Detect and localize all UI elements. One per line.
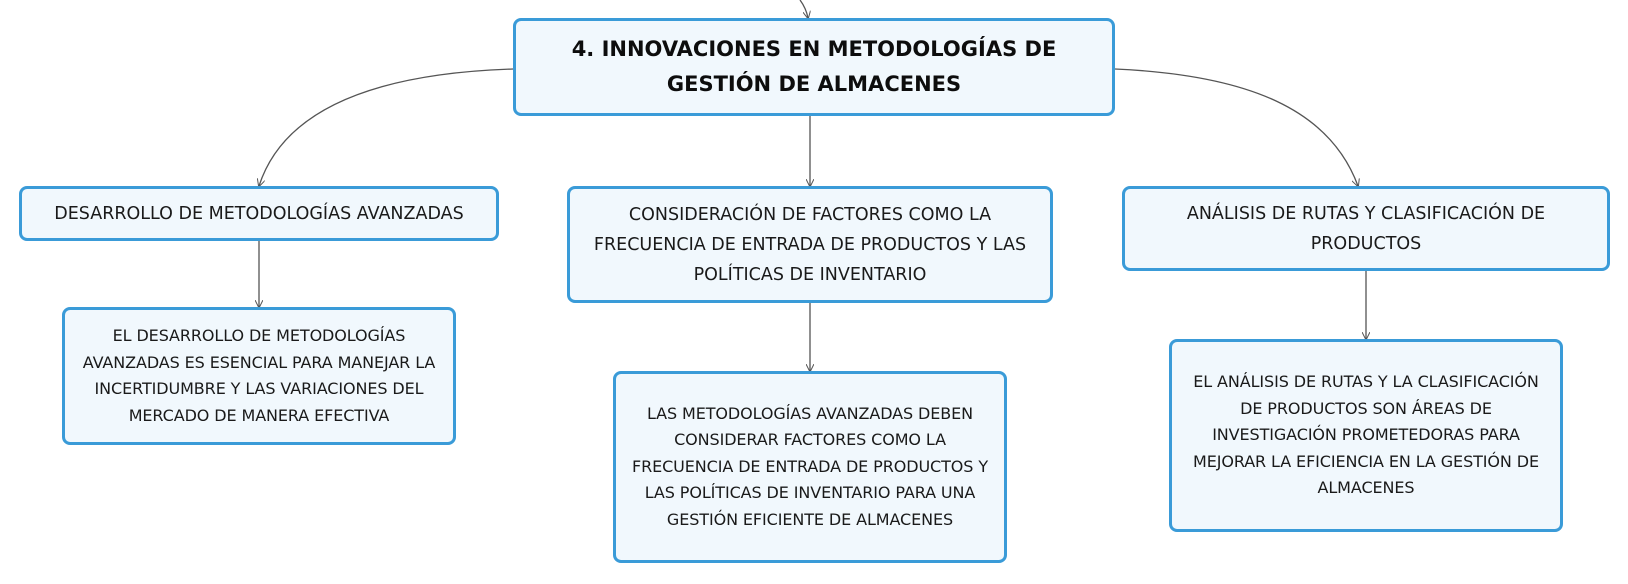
subtopic-label: CONSIDERACIÓN DE FACTORES COMO LA FRECUENCIA DE ENTRADA DE PRODUCTOS Y LAS POLÍTICAS DE INVENTARIO xyxy=(593,204,1027,285)
main-topic-node[interactable] xyxy=(513,18,1115,116)
subtopic-node-advanced-methodologies[interactable] xyxy=(19,186,499,241)
detail-label: EL DESARROLLO DE METODOLOGÍAS AVANZADAS ES ESENCIAL PARA MANEJAR LA INCERTIDUMBRE Y LAS VARIACIONES DEL MERCADO DE MANERA EFECTIVA xyxy=(82,326,436,425)
subtopic-label: ANÁLISIS DE RUTAS Y CLASIFICACIÓN DE PRODUCTOS xyxy=(1186,203,1546,254)
subtopic-node-factors[interactable] xyxy=(567,186,1053,303)
connector-main-to-sub-3 xyxy=(1115,69,1358,186)
detail-node-factors[interactable] xyxy=(613,371,1007,563)
connector-main-to-sub-1 xyxy=(259,69,513,186)
detail-label: EL ANÁLISIS DE RUTAS Y LA CLASIFICACIÓN DE PRODUCTOS SON ÁREAS DE INVESTIGACIÓN PROMETEDORAS PARA MEJORAR LA EFICIENCIA EN LA GESTIÓN DE ALMACENES xyxy=(1193,372,1539,498)
subtopic-label: DESARROLLO DE METODOLOGÍAS AVANZADAS xyxy=(54,203,464,224)
detail-label: LAS METODOLOGÍAS AVANZADAS DEBEN CONSIDERAR FACTORES COMO LA FRECUENCIA DE ENTRADA DE PRODUCTOS Y LAS POLÍTICAS DE INVENTARIO PARA UNA GESTIÓN EFICIENTE DE ALMACENES xyxy=(631,403,989,529)
detail-node-route-analysis[interactable] xyxy=(1169,339,1563,532)
connector-incoming xyxy=(800,0,808,18)
subtopic-node-route-analysis[interactable] xyxy=(1122,186,1610,271)
main-topic-label: 4. INNOVACIONES EN METODOLOGÍAS DE GESTIÓN DE ALMACENES xyxy=(571,37,1057,96)
detail-node-advanced-methodologies[interactable] xyxy=(62,307,456,445)
